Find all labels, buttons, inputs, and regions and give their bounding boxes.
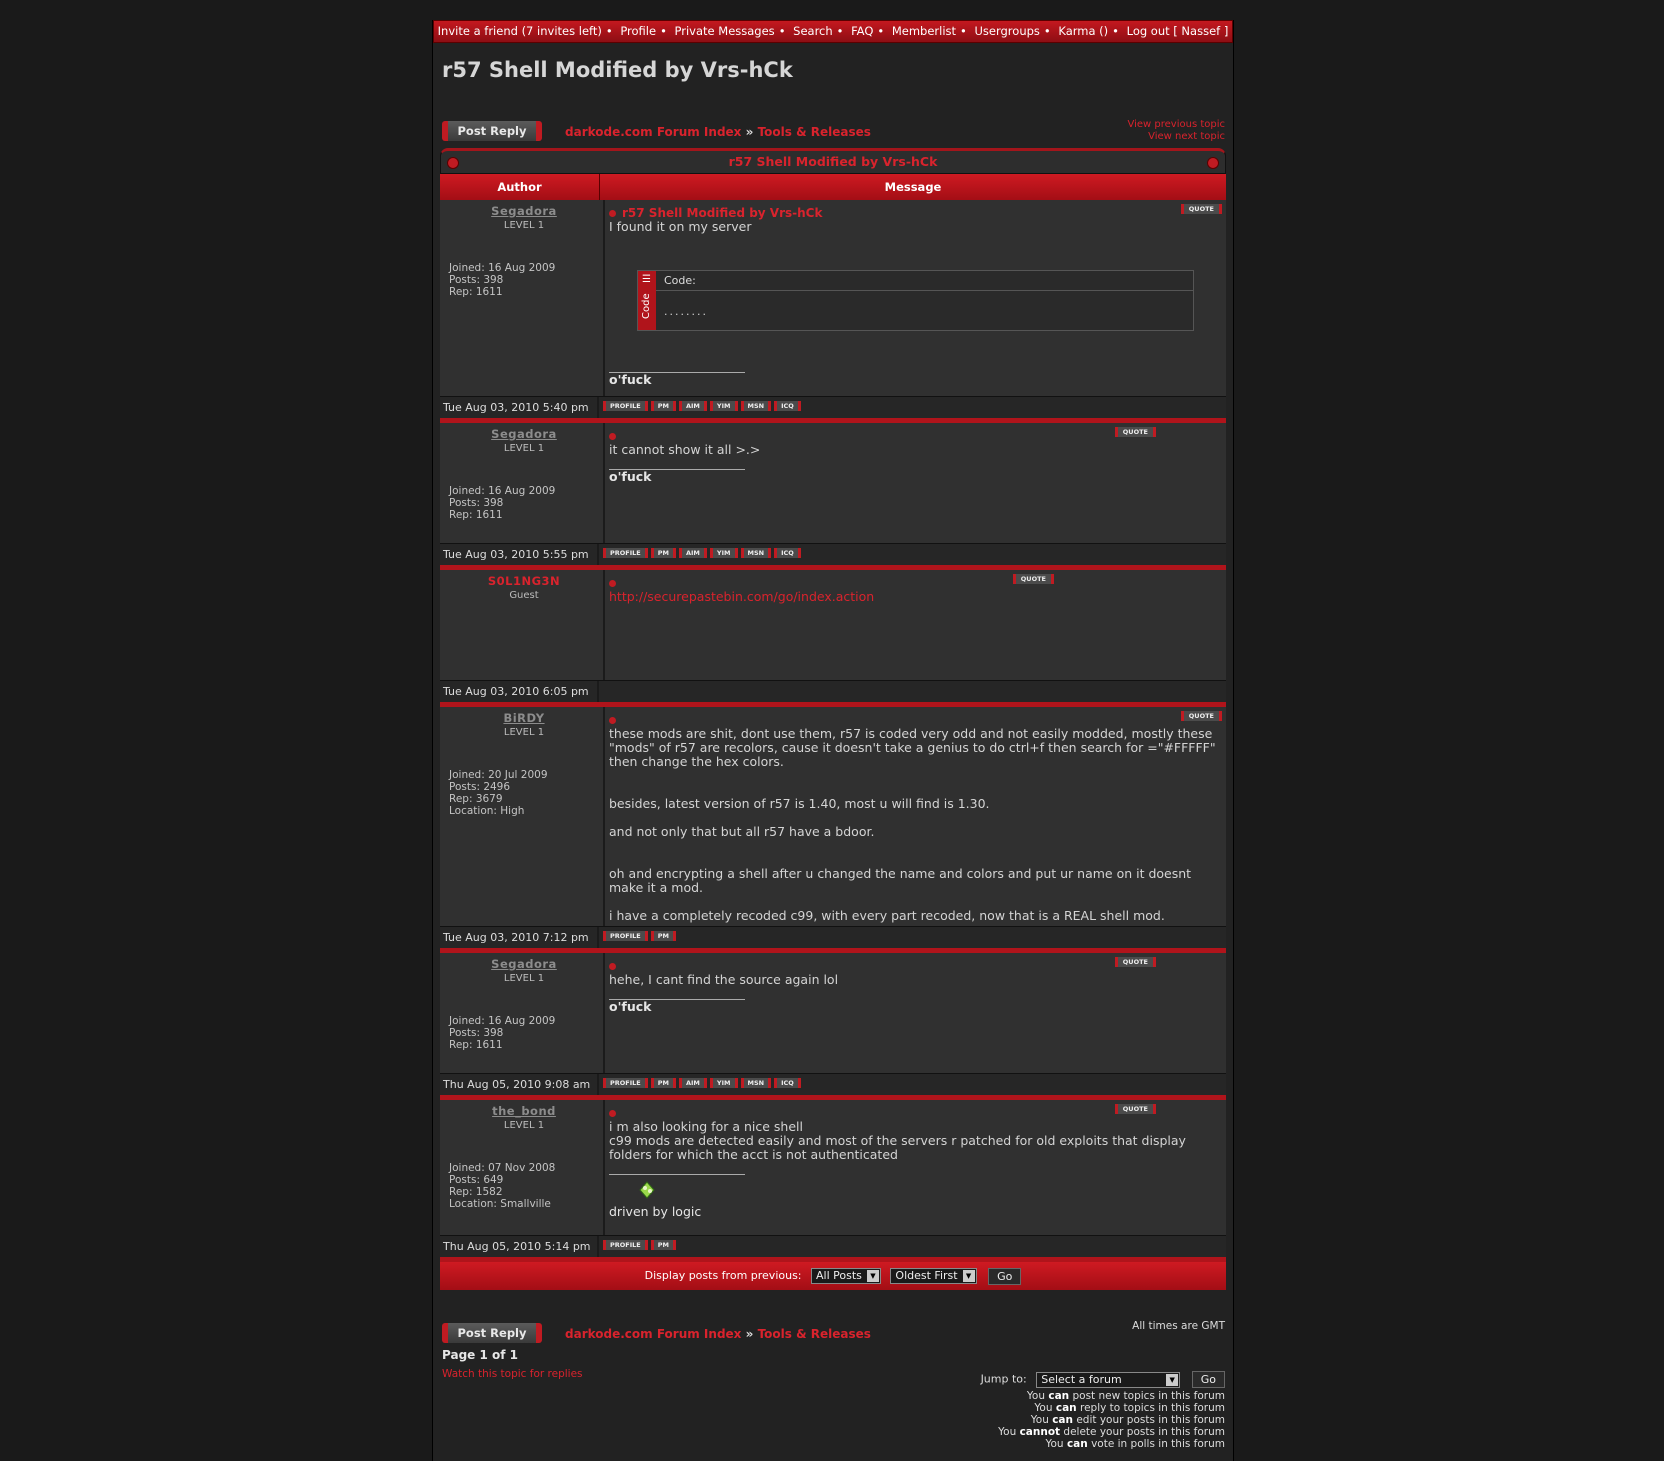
author-name[interactable]: Segadora — [491, 957, 557, 971]
pm-button[interactable]: PM — [651, 1078, 676, 1088]
icq-button[interactable]: ICQ — [774, 401, 801, 411]
post-author-panel — [440, 570, 605, 680]
display-options-bar — [440, 1262, 1226, 1290]
posts-filter-select[interactable] — [811, 1268, 881, 1284]
author-name: S0L1NG3N — [487, 574, 561, 588]
usergroups-link[interactable]: Usergroups — [974, 24, 1040, 38]
header-dot-icon — [447, 157, 459, 169]
breadcrumb-separator: » — [745, 125, 754, 139]
post — [440, 200, 1226, 423]
post-message — [605, 707, 1226, 926]
profile-button[interactable]: PROFILE — [603, 1078, 648, 1088]
post-date: Tue Aug 03, 2010 5:40 pm — [440, 397, 599, 418]
post-footer — [440, 396, 1226, 418]
column-headers — [440, 174, 1226, 200]
permission-prefix: You — [1045, 1438, 1064, 1450]
author-joined: Joined: 07 Nov 2008 — [449, 1162, 556, 1174]
nav-separator: • — [877, 24, 885, 38]
post-footer — [440, 926, 1226, 948]
post-date: Tue Aug 03, 2010 5:55 pm — [440, 544, 599, 565]
author-rank: LEVEL 1 — [503, 220, 545, 231]
quote-button[interactable]: QUOTE — [1115, 1104, 1156, 1114]
post-text: i m also looking for a nice shell — [609, 1119, 803, 1134]
post-icon — [609, 1110, 616, 1117]
nav-separator: • — [836, 24, 844, 38]
timezone-note: All times are GMT — [1132, 1320, 1225, 1332]
post-reply-button[interactable]: Post Reply — [442, 1323, 542, 1343]
permission-modal: can — [1055, 1402, 1077, 1414]
post-text: i have a completely recoded c99, with every part recoded, now that is a REAL shell mod. — [609, 908, 1165, 923]
author-rank: LEVEL 1 — [503, 443, 545, 454]
permission-line — [998, 1438, 1225, 1450]
icq-button[interactable]: ICQ — [774, 1078, 801, 1088]
permission-prefix: You — [998, 1426, 1017, 1438]
profile-button[interactable]: PROFILE — [603, 401, 648, 411]
author-info — [449, 262, 555, 298]
permission-text: reply to topics in this forum — [1080, 1402, 1225, 1414]
next-topic-link[interactable]: View next topic — [1148, 131, 1225, 142]
nav-separator: • — [605, 24, 613, 38]
post-buttons — [599, 927, 1226, 948]
page-info: Page 1 of 1 — [442, 1348, 518, 1362]
faq-link[interactable]: FAQ — [851, 24, 874, 38]
permission-prefix: You — [1030, 1414, 1049, 1426]
author-column-header: Author — [440, 174, 600, 200]
post-author-panel — [440, 200, 605, 396]
topic-title-link[interactable]: r57 Shell Modified by Vrs-hCk — [728, 154, 938, 169]
nav-separator: • — [660, 24, 667, 38]
profile-link[interactable]: Profile — [620, 24, 657, 38]
post-icon — [609, 717, 616, 724]
post-footer — [440, 1235, 1226, 1257]
chevron-down-icon: ▼ — [1166, 1374, 1178, 1386]
quote-button[interactable]: QUOTE — [1013, 574, 1054, 584]
code-sidebar — [638, 271, 656, 330]
quote-button[interactable]: QUOTE — [1115, 957, 1156, 967]
post — [440, 570, 1226, 707]
post-text: I found it on my server — [609, 219, 752, 234]
header-dot-icon — [1207, 157, 1219, 169]
profile-button[interactable]: PROFILE — [603, 931, 648, 941]
display-options-label: Display posts from previous: — [644, 1269, 802, 1282]
search-link[interactable]: Search — [793, 24, 833, 38]
post-link[interactable]: http://securepastebin.com/go/index.action — [609, 589, 875, 604]
signature: o'fuck — [609, 999, 652, 1014]
code-content: ........ — [664, 305, 708, 318]
post-message — [605, 1100, 1226, 1235]
permission-text: vote in polls in this forum — [1091, 1438, 1225, 1450]
author-location: Location: Smallville — [449, 1198, 551, 1210]
watch-topic-link[interactable]: Watch this topic for replies — [442, 1368, 583, 1380]
permission-line — [998, 1426, 1225, 1438]
previous-topic-link[interactable]: View previous topic — [1127, 119, 1225, 130]
breadcrumb-forum-index[interactable]: darkode.com Forum Index — [565, 125, 742, 139]
aim-button[interactable]: AIM — [679, 548, 707, 558]
private-messages-link[interactable]: Private Messages — [674, 24, 775, 38]
post-author-panel — [440, 1100, 605, 1235]
posts-table — [440, 148, 1226, 1290]
author-rank: LEVEL 1 — [503, 727, 545, 738]
post-icon — [609, 580, 616, 587]
post — [440, 707, 1226, 953]
permission-line — [998, 1390, 1225, 1402]
author-rank: Guest — [509, 590, 539, 601]
breadcrumb-forum-index[interactable]: darkode.com Forum Index — [565, 1327, 742, 1341]
author-info — [449, 1015, 555, 1051]
code-block — [637, 270, 1194, 331]
post-footer — [440, 680, 1226, 702]
pm-button[interactable]: PM — [651, 548, 676, 558]
breadcrumb-separator: » — [745, 1327, 754, 1341]
author-name[interactable]: Segadora — [491, 204, 557, 218]
permission-text: post new topics in this forum — [1072, 1390, 1225, 1402]
top-action-bar — [442, 121, 1225, 143]
jump-to — [981, 1371, 1225, 1388]
quote-button[interactable]: QUOTE — [1181, 711, 1222, 721]
permission-modal: can — [1048, 1390, 1070, 1402]
sort-order-select[interactable] — [890, 1268, 976, 1284]
author-rep: Rep: 3679 — [449, 793, 503, 805]
post-date: Tue Aug 03, 2010 7:12 pm — [440, 927, 599, 948]
list-icon: ☰ — [642, 274, 651, 285]
memberlist-link[interactable]: Memberlist — [891, 24, 957, 38]
permission-text: edit your posts in this forum — [1076, 1414, 1225, 1426]
pm-button[interactable]: PM — [651, 401, 676, 411]
posts-filter-value: All Posts — [816, 1269, 862, 1282]
invite-link[interactable]: Invite a friend (7 invites left) — [437, 24, 602, 38]
author-posts: Posts: 2496 — [449, 781, 511, 793]
post-text: it cannot show it all >.> — [609, 442, 761, 457]
post-icon — [609, 210, 616, 217]
breadcrumb-tools-releases[interactable]: Tools & Releases — [757, 125, 871, 139]
post-buttons — [599, 397, 1226, 418]
yim-button[interactable]: YIM — [710, 401, 738, 411]
post-subject: r57 Shell Modified by Vrs-hCk — [622, 206, 823, 220]
profile-button[interactable]: PROFILE — [603, 548, 648, 558]
bottom-action-bar — [442, 1320, 1225, 1345]
nav-separator: • — [778, 24, 786, 38]
author-joined: Joined: 20 Jul 2009 — [449, 769, 548, 781]
author-info — [449, 769, 548, 817]
author-joined: Joined: 16 Aug 2009 — [449, 262, 556, 274]
author-name[interactable]: Segadora — [491, 427, 557, 441]
quote-button[interactable]: QUOTE — [1115, 427, 1156, 437]
yim-button[interactable]: YIM — [710, 1078, 738, 1088]
permission-modal: can — [1066, 1438, 1088, 1450]
icq-button[interactable]: ICQ — [774, 548, 801, 558]
sort-order-value: Oldest First — [895, 1269, 958, 1282]
permission-prefix: You — [1026, 1390, 1046, 1402]
page-title: r57 Shell Modified by Vrs-hCk — [442, 58, 793, 82]
jump-to-select[interactable] — [1036, 1372, 1180, 1388]
post — [440, 1100, 1226, 1262]
permission-modal: can — [1052, 1414, 1073, 1426]
profile-button[interactable]: PROFILE — [603, 1240, 648, 1250]
post-date: Thu Aug 05, 2010 5:14 pm — [440, 1236, 599, 1257]
pm-button[interactable]: PM — [651, 1240, 676, 1250]
aim-button[interactable]: AIM — [679, 1078, 707, 1088]
author-posts: Posts: 398 — [449, 1027, 504, 1039]
msn-button[interactable]: MSN — [741, 1078, 772, 1088]
post-message — [605, 570, 1226, 680]
jump-to-value: Select a forum — [1041, 1372, 1122, 1386]
breadcrumb — [565, 125, 871, 139]
breadcrumb-tools-releases[interactable]: Tools & Releases — [757, 1327, 871, 1341]
signature: o'fuck — [609, 469, 652, 484]
author-info — [449, 485, 555, 521]
jump-to-label: Jump to: — [980, 1372, 1027, 1386]
post-author-panel — [440, 423, 605, 543]
message-column-header: Message — [884, 180, 942, 194]
author-rank: LEVEL 1 — [503, 1120, 545, 1131]
post-message — [605, 200, 1226, 396]
permission-line — [998, 1414, 1225, 1426]
post-footer — [440, 1073, 1226, 1095]
signature-divider — [609, 1174, 745, 1175]
code-side-label: Code — [641, 293, 652, 319]
breadcrumb — [565, 1327, 871, 1341]
signature-image — [637, 1179, 657, 1201]
permission-modal: cannot — [1019, 1426, 1061, 1438]
permission-line — [998, 1402, 1225, 1414]
post-text: besides, latest version of r57 is 1.40, most u will find is 1.30. — [609, 796, 990, 811]
chevron-down-icon: ▼ — [867, 1270, 879, 1282]
nav-separator: • — [1043, 24, 1051, 38]
post-icon — [609, 433, 616, 440]
top-navigation — [433, 20, 1233, 43]
display-go-button[interactable]: Go — [988, 1268, 1021, 1285]
code-label: Code: — [664, 274, 696, 287]
code-divider — [656, 290, 1193, 291]
post-buttons — [599, 1074, 1226, 1095]
post-date: Thu Aug 05, 2010 9:08 am — [440, 1074, 599, 1095]
permission-prefix: You — [1034, 1402, 1053, 1414]
pm-button[interactable]: PM — [651, 931, 676, 941]
post — [440, 423, 1226, 570]
author-info — [449, 1162, 555, 1210]
nav-separator: • — [1112, 24, 1119, 38]
author-rep: Rep: 1611 — [449, 509, 503, 521]
permissions-list — [998, 1390, 1225, 1450]
aim-button[interactable]: AIM — [679, 401, 707, 411]
quote-button[interactable]: QUOTE — [1181, 204, 1222, 214]
forum-page — [432, 20, 1234, 1461]
author-rep: Rep: 1582 — [449, 1186, 503, 1198]
post-message — [605, 953, 1226, 1073]
permission-text: delete your posts in this forum — [1063, 1426, 1225, 1438]
jump-go-button[interactable]: Go — [1192, 1371, 1225, 1388]
logout-link[interactable]: Log out [ Nassef ] — [1126, 24, 1229, 38]
karma-link[interactable]: Karma () — [1058, 24, 1109, 38]
author-posts: Posts: 649 — [449, 1174, 504, 1186]
signature: driven by logic — [609, 1204, 702, 1219]
author-rank: LEVEL 1 — [503, 973, 545, 984]
author-location: Location: High — [449, 805, 525, 817]
post-text: and not only that but all r57 have a bdoor. — [609, 824, 875, 839]
post-text: oh and encrypting a shell after u changed the name and colors and put ur name on it doesnt make it a mod. — [609, 866, 1192, 895]
post-text: hehe, I cant find the source again lol — [609, 972, 839, 987]
chevron-down-icon: ▼ — [963, 1270, 975, 1282]
author-posts: Posts: 398 — [449, 497, 504, 509]
author-rep: Rep: 1611 — [449, 1039, 503, 1051]
post — [440, 953, 1226, 1100]
topic-navigation — [1127, 119, 1225, 143]
yim-button[interactable]: YIM — [710, 548, 738, 558]
nav-separator: • — [960, 24, 967, 38]
post-footer — [440, 543, 1226, 565]
msn-button[interactable]: MSN — [741, 401, 772, 411]
post-date: Tue Aug 03, 2010 6:05 pm — [440, 681, 599, 702]
author-name[interactable]: BiRDY — [503, 711, 545, 725]
author-rep: Rep: 1611 — [449, 286, 503, 298]
signature: o'fuck — [609, 372, 652, 387]
post-message — [605, 423, 1226, 543]
author-name[interactable]: the_bond — [492, 1104, 556, 1118]
author-joined: Joined: 16 Aug 2009 — [449, 1015, 556, 1027]
post-text: c99 mods are detected easily and most of the servers r patched for old exploits that display folders for which the acct is not authenticated — [609, 1133, 1186, 1162]
post-buttons — [599, 544, 1226, 565]
post-text: these mods are shit, dont use them, r57 is coded very odd and not easily modded, mostly these "mods" of r57 are recolors, cause it doesn't take a genius to do ctrl+f then search for ="#FFFFF" then change the hex colors. — [609, 726, 1216, 769]
post-author-panel — [440, 953, 605, 1073]
post-buttons — [599, 681, 1226, 702]
post-author-panel — [440, 707, 605, 926]
topic-header — [440, 148, 1226, 174]
post-buttons — [599, 1236, 1226, 1257]
msn-button[interactable]: MSN — [741, 548, 772, 558]
author-posts: Posts: 398 — [449, 274, 504, 286]
post-icon — [609, 963, 616, 970]
post-reply-button[interactable]: Post Reply — [442, 121, 542, 141]
author-joined: Joined: 16 Aug 2009 — [449, 485, 556, 497]
